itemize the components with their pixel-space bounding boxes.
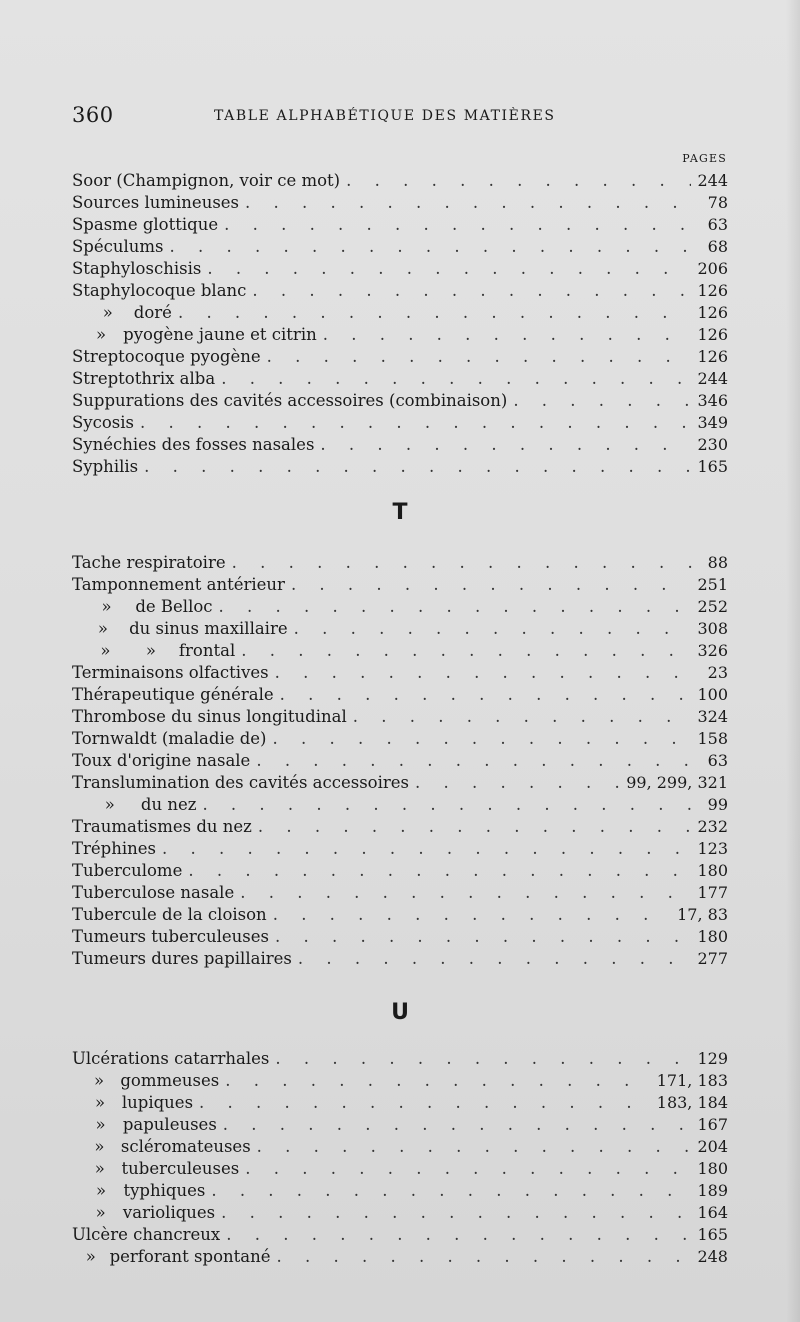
entry-label: frontal (178, 641, 236, 660)
index-entry (72, 948, 728, 970)
index-section-u (72, 1048, 728, 1268)
entry-label: Soor (Champignon, voir ce mot) (72, 171, 341, 190)
dot-leader (223, 1114, 692, 1136)
entry-label: Tuberculose nasale (72, 883, 235, 902)
index-entry (72, 1070, 728, 1092)
dot-leader (277, 1246, 692, 1268)
entry-label: scléromateuses (120, 1137, 251, 1156)
entry-label: Suppurations des cavités accessoires (combinaison) (72, 391, 508, 410)
section-letter-t: T (392, 500, 408, 525)
dot-leader (298, 948, 692, 970)
running-title: TABLE ALPHABÉTIQUE DES MATIÈRES (214, 108, 556, 124)
dot-leader (257, 1136, 692, 1158)
dot-leader (199, 1092, 651, 1114)
index-section-s (72, 170, 728, 478)
entry-label: Terminaisons olfactives (72, 663, 269, 682)
index-entry (72, 640, 728, 662)
index-entry (72, 434, 728, 456)
entry-label: Syphilis (72, 457, 139, 476)
index-entry (72, 324, 728, 346)
entry-label: Spéculums (72, 237, 164, 256)
dot-leader (320, 434, 691, 456)
entry-page-number: 206 (697, 259, 728, 278)
entry-label: Thérapeutique générale (72, 685, 274, 704)
entry-label: Spasme glottique (72, 215, 219, 234)
dot-leader (221, 368, 691, 390)
dot-leader (267, 346, 692, 368)
index-entry (72, 728, 728, 750)
dot-leader (245, 192, 702, 214)
entry-page-number: 17, 83 (677, 905, 728, 924)
ditto-mark: » (94, 1159, 105, 1178)
entry-label: Tréphines (72, 839, 156, 858)
ditto-mark: » (94, 1137, 105, 1156)
dot-leader (273, 728, 692, 750)
entry-label: Translumination des cavités accessoires (72, 773, 410, 792)
entry-page-number: 189 (697, 1181, 728, 1200)
index-entry (72, 926, 728, 948)
dot-leader (273, 904, 671, 926)
dot-leader (140, 412, 691, 434)
entry-page-number: 180 (697, 1159, 728, 1178)
dot-leader (291, 574, 692, 596)
entry-label: Tornwaldt (maladie de) (72, 729, 267, 748)
index-entry (72, 574, 728, 596)
dot-leader (258, 816, 692, 838)
entry-page-number: 123 (697, 839, 728, 858)
dot-leader (162, 838, 691, 860)
dot-leader (211, 1180, 691, 1202)
index-entry (72, 1180, 728, 1202)
entry-label: Streptocoque pyogène (72, 347, 261, 366)
entry-label: pyogène jaune et citrin (123, 325, 317, 344)
entry-label: lupiques (121, 1093, 194, 1112)
ditto-mark: » (85, 1247, 96, 1266)
ditto-mark: » (102, 303, 113, 322)
entry-page-number: 88 (707, 553, 728, 572)
dot-leader (256, 750, 701, 772)
index-entry (72, 1158, 728, 1180)
dot-leader (294, 618, 692, 640)
entry-page-number: 158 (697, 729, 728, 748)
dot-leader (226, 1224, 691, 1246)
entry-page-number: 232 (697, 817, 728, 836)
index-entry (72, 706, 728, 728)
entry-page-number: 99 (707, 795, 728, 814)
index-entry (72, 1224, 728, 1246)
entry-page-number: 244 (697, 171, 728, 190)
ditto-mark: » (94, 1093, 106, 1112)
entry-label: Sycosis (72, 413, 135, 432)
dot-leader (221, 1202, 691, 1224)
dot-leader (188, 860, 691, 882)
dot-leader (275, 1048, 691, 1070)
entry-label: Ulcérations catarrhales (72, 1049, 270, 1068)
dot-leader (353, 706, 692, 728)
entry-label: Streptothrix alba (72, 369, 216, 388)
index-entry (72, 750, 728, 772)
ditto-mark: » (95, 1181, 107, 1200)
dot-leader (207, 258, 691, 280)
entry-page-number: 349 (697, 413, 728, 432)
pages-column-header: PAGES (682, 152, 727, 165)
index-entry (72, 236, 728, 258)
entry-page-number: 346 (697, 391, 728, 410)
index-entry (72, 1136, 728, 1158)
entry-label: Toux d'origine nasale (72, 751, 251, 770)
index-entry (72, 618, 728, 640)
dot-leader (275, 662, 702, 684)
ditto-mark: » (104, 795, 115, 814)
entry-label: typhiques (123, 1181, 206, 1200)
entry-label: de Belloc (135, 597, 213, 616)
dot-leader (225, 1070, 651, 1092)
section-letter-u: U (391, 1000, 409, 1025)
page-number: 360 (72, 103, 114, 127)
entry-label: Tuberculome (72, 861, 183, 880)
index-entry (72, 552, 728, 574)
entry-page-number: 252 (697, 597, 728, 616)
ditto-mark: » (95, 1115, 106, 1134)
running-head (72, 103, 732, 131)
entry-label: Staphyloschisis (72, 259, 202, 278)
dot-leader (202, 794, 701, 816)
dot-leader (224, 214, 702, 236)
dot-leader (323, 324, 692, 346)
entry-page-number: 204 (697, 1137, 728, 1156)
index-entry (72, 302, 728, 324)
entry-label: tuberculeuses (121, 1159, 240, 1178)
entry-page-number: 126 (697, 281, 728, 300)
index-entry (72, 1202, 728, 1224)
entry-page-number: 180 (697, 927, 728, 946)
dot-leader (415, 772, 620, 794)
entry-label: varioliques (122, 1203, 216, 1222)
index-section-t (72, 552, 728, 970)
dot-leader (144, 456, 691, 478)
entry-page-number: 308 (697, 619, 728, 638)
index-entry (72, 596, 728, 618)
index-entry (72, 1114, 728, 1136)
entry-page-number: 230 (697, 435, 728, 454)
ditto-mark: » (145, 641, 157, 660)
index-entry (72, 214, 728, 236)
dot-leader (170, 236, 702, 258)
entry-label: Traumatismes du nez (72, 817, 252, 836)
ditto-mark: » (96, 325, 107, 344)
entry-label: du nez (140, 795, 197, 814)
entry-page-number: 244 (697, 369, 728, 388)
index-entry (72, 192, 728, 214)
index-entry (72, 838, 728, 860)
dot-leader (240, 882, 691, 904)
entry-page-number: 126 (697, 347, 728, 366)
index-entry (72, 1092, 728, 1114)
index-entry (72, 390, 728, 412)
entry-page-number: 251 (697, 575, 728, 594)
index-entry (72, 258, 728, 280)
entry-page-number: 68 (707, 237, 728, 256)
entry-page-number: 177 (697, 883, 728, 902)
page-edge-shadow (786, 0, 800, 1322)
index-entry (72, 662, 728, 684)
entry-page-number: 23 (707, 663, 728, 682)
index-entry (72, 860, 728, 882)
entry-label: perforant spontané (109, 1247, 271, 1266)
entry-label: Tache respiratoire (72, 553, 226, 572)
ditto-mark: » (100, 641, 111, 660)
entry-label: Thrombose du sinus longitudinal (72, 707, 347, 726)
entry-label: Tubercule de la cloison (72, 905, 267, 924)
entry-page-number: 99, 299, 321 (626, 773, 728, 792)
ditto-mark: » (95, 1203, 106, 1222)
index-entry (72, 1246, 728, 1268)
entry-page-number: 126 (697, 303, 728, 322)
dot-leader (178, 302, 692, 324)
dot-leader (232, 552, 702, 574)
dot-leader (280, 684, 692, 706)
dot-leader (513, 390, 691, 412)
entry-label: Ulcère chancreux (72, 1225, 221, 1244)
ditto-mark: » (94, 1071, 105, 1090)
dot-leader (219, 596, 692, 618)
entry-page-number: 167 (697, 1115, 728, 1134)
entry-page-number: 326 (697, 641, 728, 660)
dot-leader (275, 926, 691, 948)
entry-page-number: 165 (697, 457, 728, 476)
index-entry (72, 816, 728, 838)
entry-label: Tumeurs tuberculeuses (72, 927, 269, 946)
entry-page-number: 180 (697, 861, 728, 880)
entry-label: papuleuses (122, 1115, 217, 1134)
entry-label: Tumeurs dures papillaires (72, 949, 292, 968)
entry-page-number: 63 (707, 751, 728, 770)
entry-label: doré (133, 303, 172, 322)
entry-page-number: 165 (697, 1225, 728, 1244)
entry-page-number: 324 (697, 707, 728, 726)
entry-label: du sinus maxillaire (129, 619, 288, 638)
entry-page-number: 78 (707, 193, 728, 212)
entry-label: Sources lumineuses (72, 193, 240, 212)
dot-leader (241, 640, 691, 662)
entry-label: Tamponnement antérieur (72, 575, 285, 594)
index-entry (72, 280, 728, 302)
index-entry (72, 882, 728, 904)
entry-label: Synéchies des fosses nasales (72, 435, 315, 454)
index-entry (72, 904, 728, 926)
index-entry (72, 772, 728, 794)
ditto-mark: » (97, 619, 109, 638)
entry-label: Staphylocoque blanc (72, 281, 247, 300)
dot-leader (346, 170, 691, 192)
dot-leader (252, 280, 691, 302)
index-entry (72, 368, 728, 390)
entry-page-number: 171, 183 (656, 1071, 728, 1090)
entry-page-number: 277 (697, 949, 728, 968)
ditto-mark: » (101, 597, 112, 616)
index-entry (72, 684, 728, 706)
entry-page-number: 100 (697, 685, 728, 704)
index-entry (72, 346, 728, 368)
entry-page-number: 63 (707, 215, 728, 234)
entry-page-number: 183, 184 (656, 1093, 729, 1112)
index-entry (72, 456, 728, 478)
index-entry (72, 1048, 728, 1070)
entry-page-number: 126 (697, 325, 728, 344)
index-entry (72, 412, 728, 434)
dot-leader (245, 1158, 691, 1180)
entry-page-number: 248 (697, 1247, 728, 1266)
index-entry (72, 170, 728, 192)
entry-page-number: 129 (697, 1049, 728, 1068)
entry-label: gommeuses (120, 1071, 220, 1090)
entry-page-number: 164 (697, 1203, 728, 1222)
index-entry (72, 794, 728, 816)
